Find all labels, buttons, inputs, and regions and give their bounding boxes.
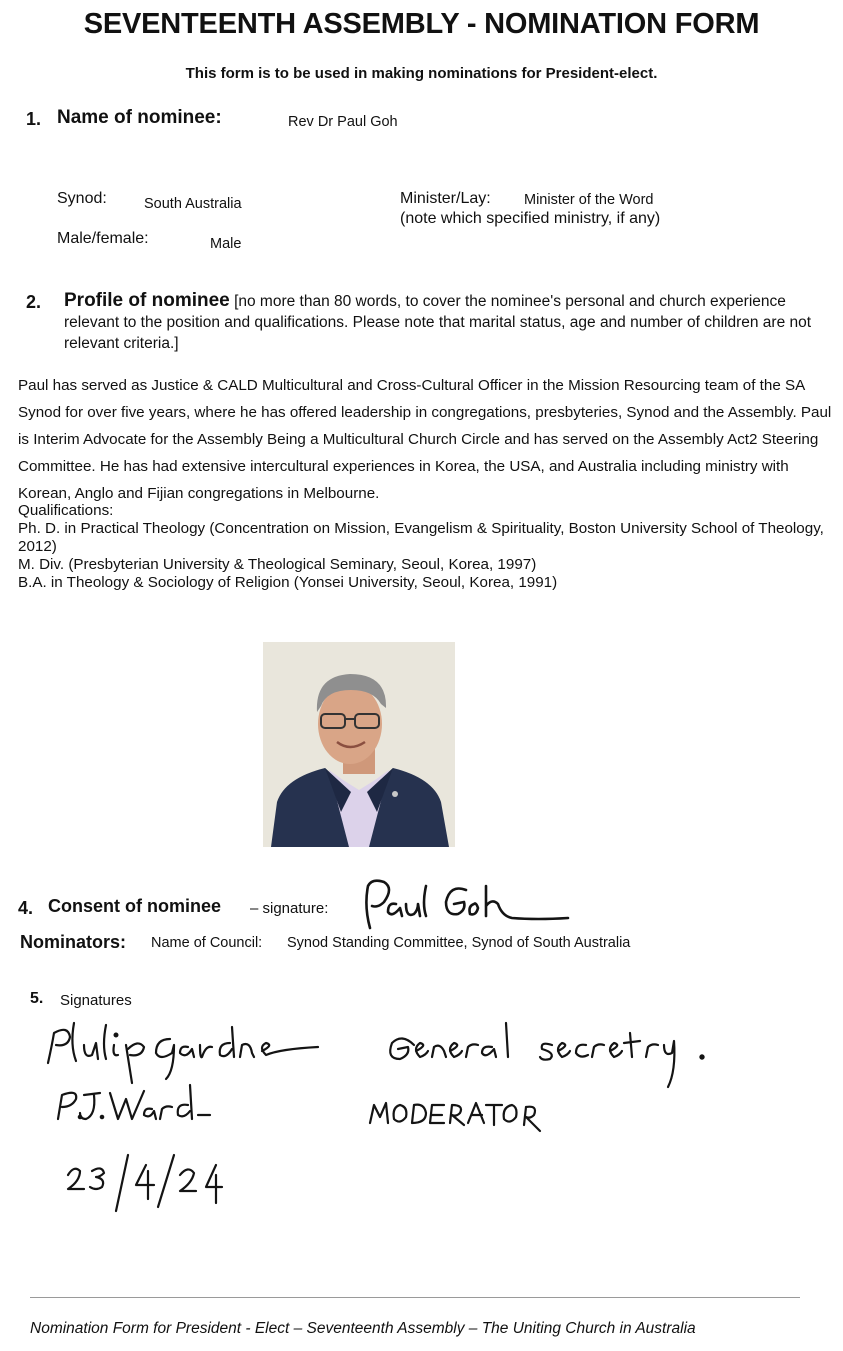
minister-lay-value: Minister of the Word: [524, 192, 654, 208]
form-subtitle: This form is to be used in making nominations for President-elect.: [185, 65, 658, 82]
profile-heading-block: [64, 290, 840, 354]
qualification-item: M. Div. (Presbyterian University & Theological Seminary, Seoul, Korea, 1997): [18, 556, 537, 573]
portrait-illustration: [263, 642, 455, 847]
council-label: Name of Council:: [151, 935, 263, 951]
nominee-signature: [362, 876, 572, 932]
synod-label: Synod:: [57, 190, 107, 207]
minister-lay-label: Minister/Lay:: [400, 190, 491, 207]
form-title: SEVENTEENTH ASSEMBLY - NOMINATION FORM: [83, 8, 760, 40]
synod-value: South Australia: [144, 196, 242, 212]
gender-value: Male: [210, 236, 242, 252]
gender-label: Male/female:: [57, 230, 149, 247]
section5-number: 5.: [30, 990, 44, 1007]
profile-instructions: [no more than 80 words, to cover the nominee's personal and church experience relevant to the position and qualifications. Please note that marital status, age and number of children are not relevant criteria.]: [64, 293, 812, 352]
nominee-portrait-photo: [263, 642, 455, 847]
section1-number: 1.: [26, 109, 42, 129]
section1-heading: Name of nominee:: [57, 107, 222, 128]
section2-heading: Profile of nominee: [64, 290, 230, 311]
council-value: Synod Standing Committee, Synod of South Australia: [287, 935, 631, 951]
section5-heading: Signatures: [60, 992, 132, 1009]
nominee-name-value: Rev Dr Paul Goh: [288, 114, 398, 130]
section4-heading: Consent of nominee: [48, 896, 222, 916]
qualifications-label: Qualifications:: [18, 502, 114, 519]
nominators-heading: Nominators:: [20, 932, 127, 952]
signature-label: – signature:: [250, 900, 329, 917]
qualifications-block: [18, 502, 843, 592]
qualification-item: Ph. D. in Practical Theology (Concentration on Mission, Evangelism & Spirituality, Boston University School of Theology, 2012): [18, 520, 824, 555]
section2-number: 2.: [26, 292, 42, 312]
minister-lay-note: (note which specified ministry, if any): [400, 210, 661, 227]
qualification-item: B.A. in Theology & Sociology of Religion (Yonsei University, Seoul, Korea, 1991): [18, 574, 558, 591]
handwritten-signatures: [40, 1015, 720, 1220]
footer-divider: [30, 1297, 800, 1298]
section4-number: 4.: [18, 898, 34, 918]
footer-text: Nomination Form for President - Elect – Seventeenth Assembly – The Uniting Church in Australia: [30, 1320, 696, 1337]
profile-bio: Paul has served as Justice & CALD Multicultural and Cross-Cultural Officer in the Mission Resourcing team of the SA Synod for over five years, where he has offered leadership in congregations, presbyteries, Synod and the Assembly. Paul is Interim Advocate for the Assembly Being a Multicultural Church Circle and has served on the Assembly Act2 Steering Committee. He has had extensive intercultural experiences in Korea, the USA, and Australia including ministry with Korean, Anglo and Fijian congregations in Melbourne.: [18, 377, 832, 502]
